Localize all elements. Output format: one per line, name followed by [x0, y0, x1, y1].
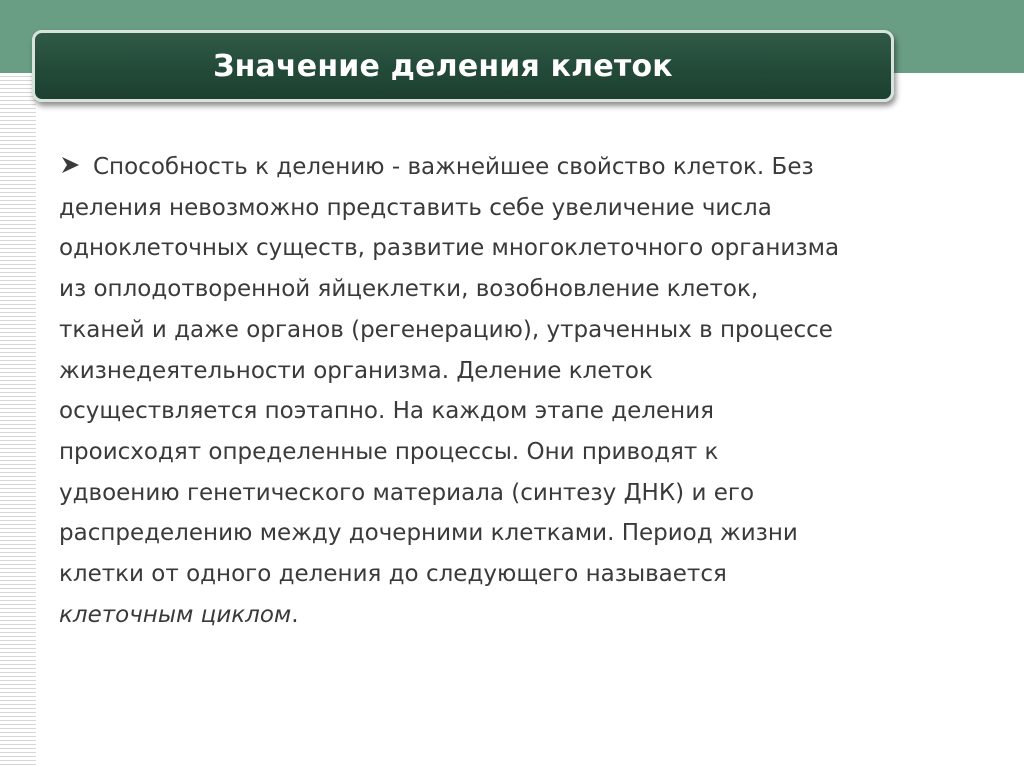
body-line-2: деления невозможно представить себе увеличение числа	[59, 194, 772, 221]
body-line-4: из оплодотворенной яйцеклетки, возобновление клеток,	[59, 276, 759, 303]
body-line-5: тканей и даже органов (регенерацию), утраченных в процессе	[59, 316, 833, 343]
body-line-11: клетки от одного деления до следующего называется	[59, 561, 727, 588]
body-line-9: удвоению генетического материала (синтезу ДНК) и его	[59, 479, 755, 506]
text-line	[59, 595, 989, 636]
body-line-6: жизнедеятельности организма. Деление клеток	[59, 357, 653, 384]
text-line	[59, 473, 989, 514]
text-line	[59, 228, 989, 269]
text-line	[59, 432, 989, 473]
text-line	[59, 147, 989, 188]
sentence-end: .	[291, 601, 299, 628]
text-line	[59, 513, 989, 554]
arrow-bullet-icon	[59, 153, 85, 177]
text-line	[59, 351, 989, 392]
text-line	[59, 269, 989, 310]
text-line	[59, 310, 989, 351]
body-line-3: одноклеточных существ, развитие многоклеточного организма	[59, 235, 840, 262]
body-line-1: Способность к делению - важнейшее свойство клеток. Без	[93, 154, 814, 180]
title-bar	[32, 30, 894, 102]
body-line-8: происходят определенные процессы. Они приводят к	[59, 438, 719, 465]
text-line	[59, 188, 989, 229]
left-striped-margin	[0, 73, 36, 767]
text-line	[59, 554, 989, 595]
text-line	[59, 391, 989, 432]
body-line-7: осуществляется поэтапно. На каждом этапе деления	[59, 398, 714, 425]
slide-title: Значение деления клеток	[213, 48, 673, 84]
emphasized-term: клеточным циклом	[59, 601, 292, 628]
slide-body	[59, 147, 989, 635]
body-line-10: распределению между дочерними клетками. Период жизни	[59, 520, 798, 547]
